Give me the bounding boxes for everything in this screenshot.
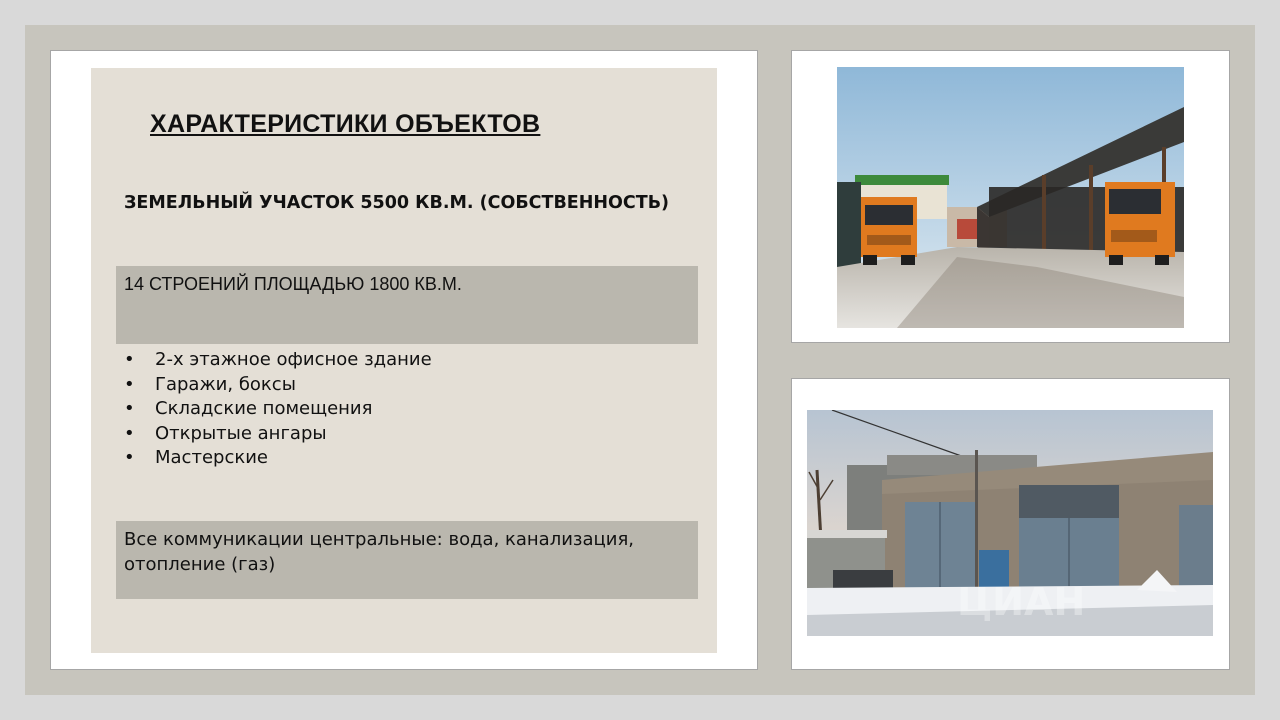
photo-trucks-hangar bbox=[837, 67, 1184, 328]
bullet-icon: • bbox=[124, 349, 135, 370]
bullet-icon: • bbox=[124, 398, 135, 420]
list-item: • Гаражи, боксы bbox=[124, 373, 432, 398]
page-title: ХАРАКТЕРИСТИКИ ОБЪЕКТОВ bbox=[150, 110, 541, 138]
utilities-box bbox=[116, 521, 698, 599]
photo-garages-brick bbox=[807, 410, 1213, 636]
land-plot-heading: ЗЕМЕЛЬНЫЙ УЧАСТОК 5500 КВ.М. (СОБСТВЕННОСТЬ) bbox=[124, 193, 670, 213]
photo-icon bbox=[837, 67, 1184, 328]
bullet-icon: • bbox=[124, 447, 135, 469]
buildings-box bbox=[116, 266, 698, 344]
list-item: • 2-х этажное офисное здание bbox=[124, 348, 432, 373]
bullet-icon: • bbox=[124, 422, 135, 444]
bullet-icon: • bbox=[124, 373, 135, 395]
list-item: • Открытые ангары bbox=[124, 422, 432, 447]
watermark-text: ЦИАН bbox=[957, 580, 1086, 624]
list-item: • Складские помещения bbox=[124, 397, 432, 422]
object-list bbox=[124, 348, 432, 471]
photo-icon bbox=[807, 410, 1213, 636]
list-item: • Мастерские bbox=[124, 446, 432, 471]
utilities-text: Все коммуникации центральные: вода, канализация, отопление (газ) bbox=[124, 529, 635, 575]
buildings-text: 14 СТРОЕНИЙ ПЛОЩАДЬЮ 1800 КВ.М. bbox=[124, 274, 462, 294]
